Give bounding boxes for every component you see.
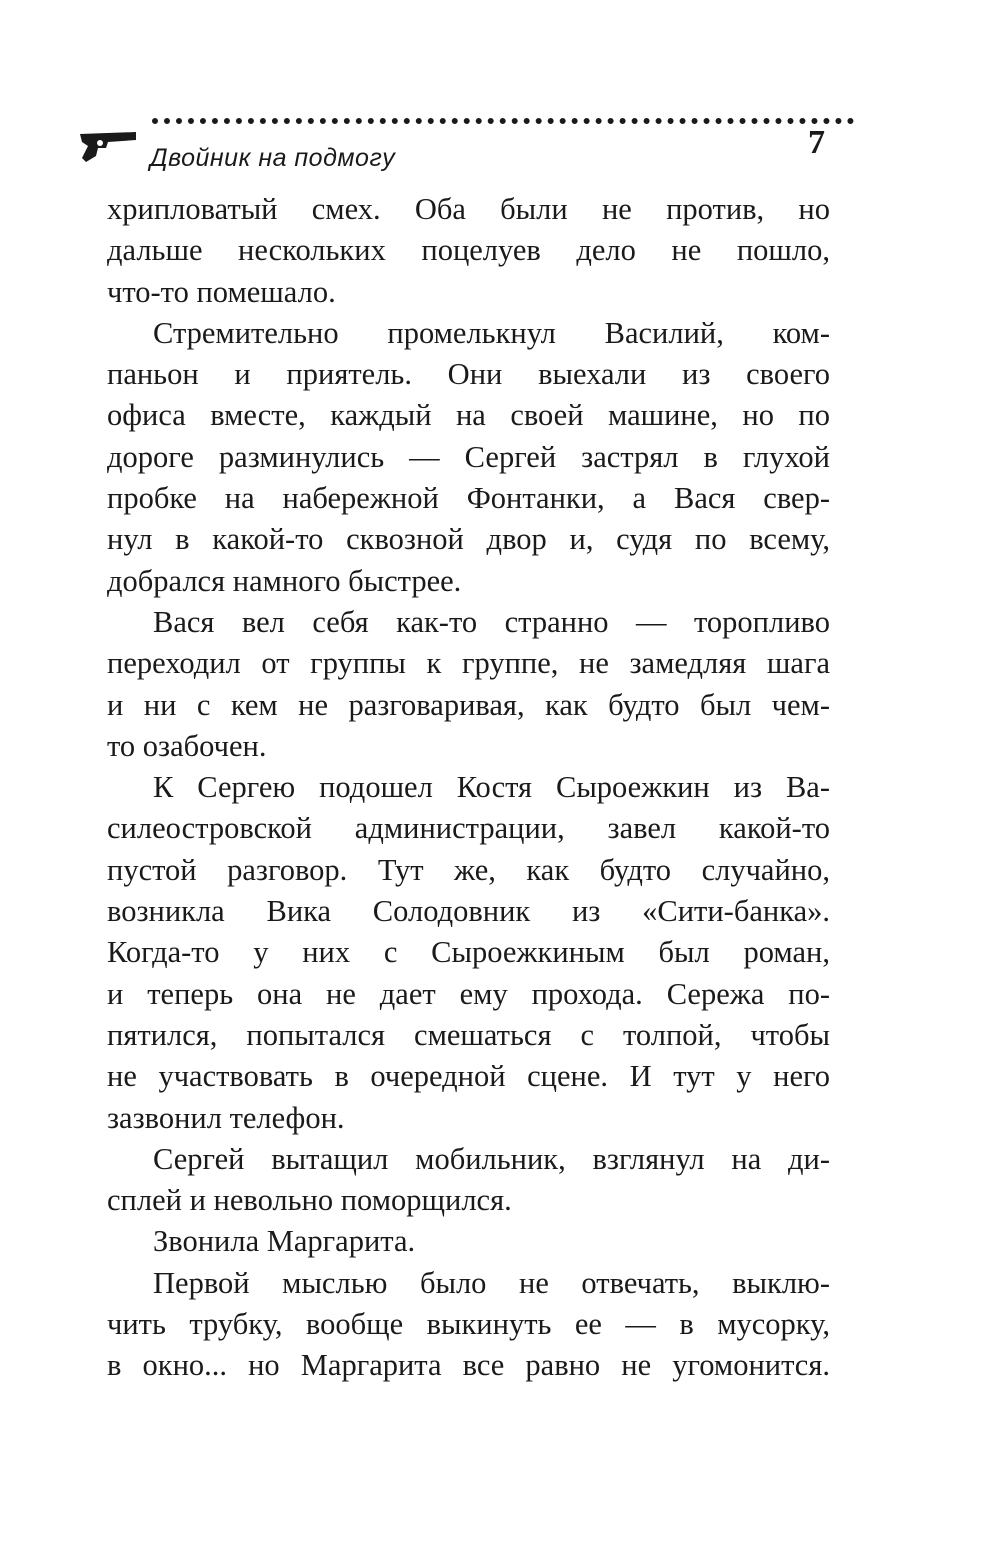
text-line: Стремительно промелькнул Василий, ком- [153, 315, 830, 350]
text-line: Когда-то у них с Сыроежкиным был роман, [107, 935, 830, 970]
text-line: Вася вел себя как-то странно — торопливо [153, 604, 830, 639]
gun-icon [78, 126, 138, 166]
text-line: зазвонил телефон. [107, 1100, 345, 1135]
text-line: переходил от группы к группе, не замедляя шага [107, 646, 830, 681]
text-line: и ни с кем не разговаривая, как будто был чем- [107, 687, 830, 722]
page-number: 7 [808, 124, 825, 161]
text-line: что-то помешало. [107, 274, 336, 309]
text-line: добрался намного быстрее. [107, 563, 462, 598]
text-line: чить трубку, вообще выкинуть ее — в мусорку, [107, 1307, 830, 1342]
text-line: Звонила Маргарита. [153, 1224, 416, 1259]
text-line: сплей и невольно поморщился. [107, 1183, 512, 1218]
text-line: возникла Вика Солодовник из «Сити-банка». [107, 894, 830, 929]
header-dotted-rule [152, 118, 854, 138]
text-line: силеостровской администрации, завел какой-то [107, 811, 830, 846]
text-line: паньон и приятель. Они выехали из своего [107, 357, 830, 392]
text-line: то озабочен. [107, 728, 267, 763]
page-header [78, 118, 838, 178]
text-line: дальше нескольких поцелуев дело не пошло, [107, 233, 830, 268]
running-title: Двойник на подмогу [150, 144, 396, 172]
text-line: не участвовать в очередной сцене. И тут у него [107, 1059, 830, 1094]
text-line: пятился, попытался смешаться с толпой, чтобы [107, 1017, 830, 1052]
text-line: дороге разминулись — Сергей застрял в глухой [107, 439, 830, 474]
text-line: хрипловатый смех. Оба были не против, но [107, 192, 830, 226]
text-line: К Сергею подошел Костя Сыроежкин из Ва- [153, 770, 830, 805]
body-text [107, 189, 830, 1387]
text-line: пробке на набережной Фонтанки, а Вася свер- [107, 481, 830, 516]
text-line: пустой разговор. Тут же, как будто случайно, [107, 852, 830, 887]
text-line: нул в какой-то сквозной двор и, судя по всему, [107, 522, 830, 557]
text-line: Сергей вытащил мобильник, взглянул на ди- [153, 1141, 830, 1176]
text-line: офиса вместе, каждый на своей машине, но по [107, 398, 830, 433]
text-line: Первой мыслью было не отвечать, выклю- [153, 1265, 830, 1300]
text-line: и теперь она не дает ему прохода. Сережа по- [107, 976, 830, 1011]
text-line: в окно... но Маргарита все равно не угомонится. [107, 1348, 830, 1383]
